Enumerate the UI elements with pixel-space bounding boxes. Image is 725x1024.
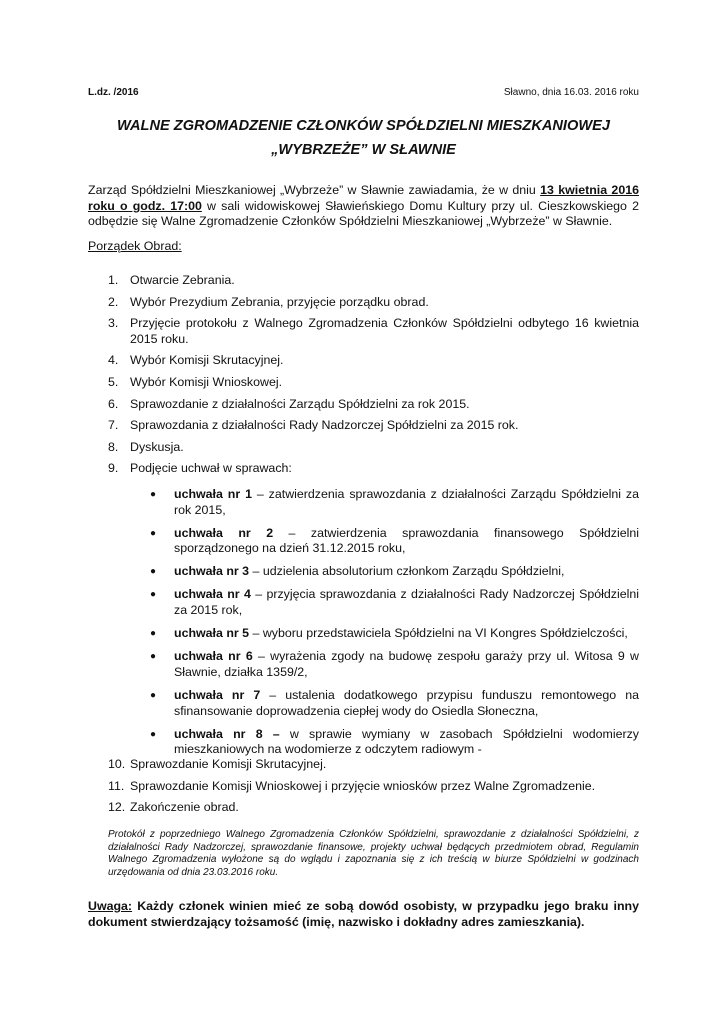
resolution-label: uchwała nr 5 [174,626,250,641]
document-page [88,0,639,1024]
intro-text-after: w sali widowiskowej Sławieńskiego Domu Kultury przy ul. Cieszkowskiego 2 odbędzie się Walne Zgromadzenie Członków Spółdzielni Mieszkaniowej „Wybrzeże” w Sławnie. [88,198,639,229]
warning-text: Każdy członek winien mieć ze sobą dowód osobisty, w przypadku jego braku inny dokument stwierdzający tożsamość (imię, nazwisko i dokładny adres zamieszkania). [88,899,639,929]
documents-availability-note: Protokół z poprzedniego Walnego Zgromadzenia Członków Spółdzielni, sprawozdanie z działalności Spółdzielni, z działalności Rady Nadzorczej, sprawozdanie finansowe, projekty uchwał będących przedmiotem obrad, Regulamin Walnego Zgromadzenia wyłożone są do wglądu i zapoznania się z ich treścią w biurze Spółdzielni w godzinach urzędowania od dnia 23.03.2016 roku. [108,829,639,878]
resolution-label: uchwała nr 6 [174,649,253,664]
resolution-label: uchwała nr 2 [174,525,274,540]
agenda-item-number: 4. [108,353,119,368]
resolution-text: – udzielenia absolutorium członkom Zarządu Spółdzielni, [249,564,565,579]
resolution-item [88,564,639,580]
agenda-item-number: 12. [108,800,126,815]
agenda-item [88,418,639,434]
resolution-text: – zatwierdzenia sprawozdania z działalności Zarządu Spółdzielni za rok 2015, [174,487,639,517]
resolution-item [88,688,639,719]
bullet-icon: ● [150,628,157,640]
title-line-1: WALNE ZGROMADZENIE CZŁONKÓW SPÓŁDZIELNI MIESZKANIOWEJ [117,118,610,134]
agenda-heading: Porządek Obrad: [88,239,182,253]
agenda-item-number: 8. [108,439,119,454]
agenda-list-continued [88,757,639,822]
agenda-item-text: Wybór Komisji Wnioskowej. [130,374,283,389]
bullet-icon: ● [150,527,157,539]
agenda-item-number: 10. [108,757,126,771]
agenda-item-text: Podjęcie uchwał w sprawach: [130,461,292,476]
title-line-2: „WYBRZEŻE” W SŁAWNIE [271,142,456,158]
agenda-list [88,273,639,483]
warning-label: Uwaga: [88,899,133,913]
agenda-item-number: 9. [108,461,119,476]
intro-text-before: Zarząd Spółdzielni Mieszkaniowej „Wybrzeże” w Sławnie zawiadamia, że w dniu [88,183,541,197]
agenda-item [88,375,639,391]
resolution-item [88,587,639,618]
document-header [88,85,639,101]
bullet-icon: ● [150,651,157,663]
resolution-text: – ustalenia dodatkowego przypisu funduszu remontowego na sfinansowanie doprowadzenia ciepłej wody do Osiedla Słoneczna, [174,687,639,718]
agenda-item [88,353,639,369]
bullet-icon: ● [150,689,157,701]
agenda-item [88,757,639,773]
reference-number: L.dz. /2016 [88,87,139,98]
agenda-item-text: Sprawozdanie Komisji Wnioskowej i przyjęcie wniosków przez Walne Zgromadzenie. [130,778,596,793]
agenda-item [88,440,639,456]
agenda-item [88,316,639,347]
agenda-item-text: Sprawozdanie z działalności Zarządu Spółdzielni za rok 2015. [130,396,470,411]
agenda-item-number: 6. [108,396,119,411]
agenda-item-text: Wybór Komisji Skrutacyjnej. [130,353,284,368]
bullet-icon: ● [150,489,157,500]
resolutions-list [88,487,639,765]
agenda-item-text: Przyjęcie protokołu z Walnego Zgromadzenia Członków Spółdzielni odbytego 16 kwietnia 2015 roku. [130,316,639,346]
agenda-item [88,397,639,413]
bullet-icon: ● [150,566,157,578]
agenda-item-number: 1. [108,273,119,287]
agenda-item-number: 5. [108,374,119,389]
resolution-item [88,626,639,642]
resolution-text: – przyjęcia sprawozdania z działalności Rady Nadzorczej Spółdzielni za 2015 rok, [174,587,639,618]
place-and-date: Sławno, dnia 16.03. 2016 roku [503,87,639,98]
intro-paragraph [88,183,639,230]
bullet-icon: ● [150,728,157,740]
bullet-icon: ● [150,589,157,601]
resolution-text: – wyrażenia zgody na budowę zespołu garaży przy ul. Witosa 9 w Sławnie, działka 1359/2, [174,649,639,679]
resolution-label: uchwała nr 4 [174,587,251,602]
resolution-item [88,526,639,557]
meeting-date-time: 13 kwietnia 2016 roku o godz. 17:00 [88,183,639,213]
agenda-item-text: Sprawozdanie Komisji Skrutacyjnej. [130,757,327,771]
agenda-item-text: Zakończenie obrad. [130,800,239,815]
resolution-text: w sprawie wymiany w zasobach Spółdzielni wodomierzy mieszkaniowych na wodomierze z odczytem radiowym - [174,726,639,757]
resolution-label: uchwała nr 7 [174,687,261,702]
agenda-item-text: Sprawozdania z działalności Rady Nadzorczej Spółdzielni za 2015 rok. [130,418,519,433]
resolution-item [88,487,639,518]
agenda-item-number: 11. [108,778,125,793]
resolution-text: – zatwierdzenia sprawozdania finansowego Spółdzielni sporządzonego na dzień 31.12.2015 roku, [174,525,639,556]
agenda-item-text: Otwarcie Zebrania. [130,273,235,287]
resolution-label: uchwała nr 8 – [174,726,280,741]
agenda-item [88,461,639,477]
resolution-label: uchwała nr 1 [174,487,252,501]
agenda-item [88,295,639,311]
agenda-item-number: 2. [108,294,119,309]
resolution-text: – wyboru przedstawiciela Spółdzielni na VI Kongres Spółdzielczości, [249,626,628,641]
resolution-item [88,649,639,680]
agenda-item-number: 3. [108,316,119,331]
warning-paragraph [88,899,639,930]
resolution-item [88,727,639,758]
agenda-item-text: Dyskusja. [130,439,184,454]
agenda-item [88,273,639,289]
agenda-item-number: 7. [108,418,119,433]
agenda-item [88,800,639,816]
resolution-label: uchwała nr 3 [174,564,250,579]
agenda-item-text: Wybór Prezydium Zebrania, przyjęcie porządku obrad. [130,294,429,309]
agenda-item [88,779,639,795]
